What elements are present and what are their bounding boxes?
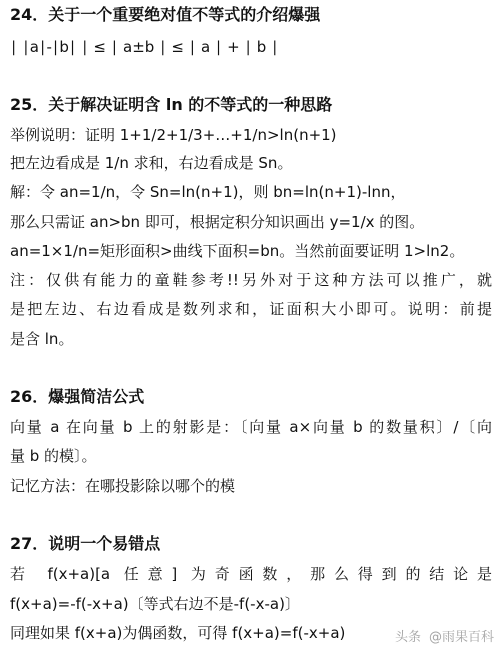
watermark-prefix: 头条 xyxy=(394,630,421,645)
section-25-line-2: 把左边看成是 1/n 求和，右边看成是 Sn。 xyxy=(10,154,293,172)
section-27-heading: 27．说明一个易错点 xyxy=(10,534,161,553)
section-27-line-3: 同理如果 f(x+a)为偶函数，可得 f(x+a)=f(-x+a) xyxy=(10,624,346,642)
section-26-line-3: 记忆方法：在哪投影除以哪个的模 xyxy=(10,477,236,495)
section-25-line-6: 注：仅供有能力的童鞋参考!!另外对于这种方法可以推广，就 xyxy=(10,271,492,289)
section-26-line-2: 量 b 的模〕。 xyxy=(10,447,97,465)
section-25-line-7: 是把左边、右边看成是数列求和，证面积大小即可。说明：前提 xyxy=(10,300,492,318)
section-27-line-1: 若 f(x+a)[a 任意] 为奇函数，那么得到的结论是 xyxy=(10,565,492,583)
watermark-brand: @雨果百科 xyxy=(428,630,494,645)
section-26-heading: 26．爆强简洁公式 xyxy=(10,387,145,406)
section-25-heading: 25．关于解决证明含 ln 的不等式的一种思路 xyxy=(10,95,333,114)
section-26-line-1: 向量 a 在向量 b 上的射影是：〔向量 a×向量 b 的数量积〕/〔向 xyxy=(10,418,492,436)
section-25-line-3: 解：令 an=1/n，令 Sn=ln(n+1)，则 bn=ln(n+1)-lnn， xyxy=(10,183,406,201)
section-25-line-4: 那么只需证 an>bn 即可，根据定积分知识画出 y=1/x 的图。 xyxy=(10,213,425,231)
section-25-line-8: 是含 ln。 xyxy=(10,330,74,348)
watermark xyxy=(395,626,494,645)
section-24-heading: 24．关于一个重要绝对值不等式的介绍爆强 xyxy=(10,5,321,24)
section-25-line-1: 举例说明：证明 1+1/2+1/3+…+1/n>ln(n+1) xyxy=(10,126,337,144)
section-27-line-2: f(x+a)=-f(-x+a)〔等式右边不是-f(-x-a)〕 xyxy=(10,595,300,613)
section-25-line-5: an=1×1/n=矩形面积>曲线下面积=bn。当然前面要证明 1>ln2。 xyxy=(10,242,465,260)
section-24-line-1: ∣ ∣a∣-∣b∣ ∣ ≤ ∣ a±b ∣ ≤ ∣ a ∣ + ∣ b ∣ xyxy=(10,38,279,56)
